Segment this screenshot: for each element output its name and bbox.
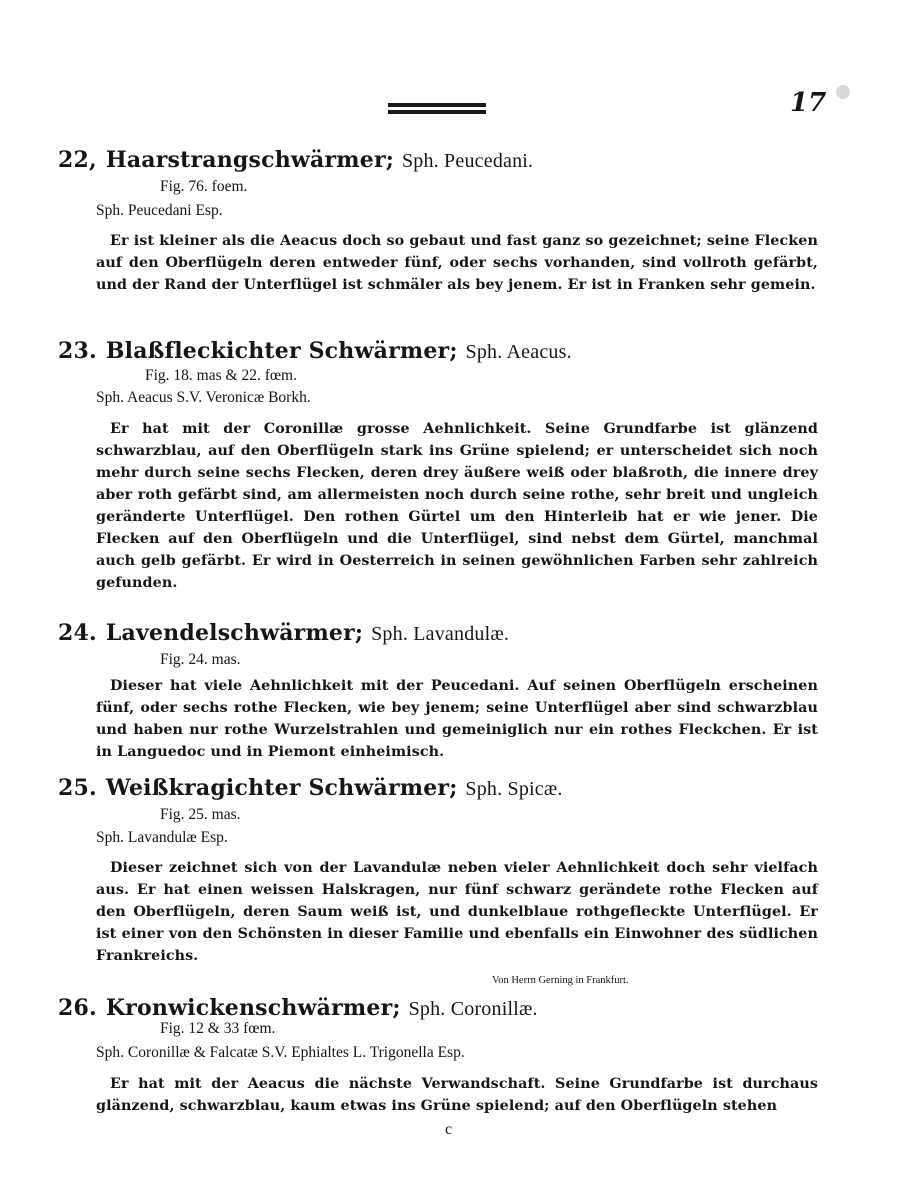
entry-25-text: Dieser zeichnet sich von der Lavandulæ neben vieler Aehnlichkeit doch sehr vielfach aus. Er hat einen weissen Halskragen, nur fünf schwarz gerändete rothe Flecken auf den Oberflügeln, deren Saum weiß ist, und dunkelblaue rothgefleckte Unterflügel. Er ist einer von den Schönsten in dieser Familie und ebenfalls ein Einwohner des südlichen Frankreichs. <box>96 860 818 964</box>
entry-24-figure: Fig. 24. mas. <box>160 651 241 668</box>
entry-26-text: Er hat mit der Aeacus die nächste Verwandschaft. Seine Grundfarbe ist durchaus glänzend, schwarzblau, kaum etwas ins Grüne spielend; auf den Oberflügeln stehen <box>96 1076 818 1114</box>
entry-number: 24. <box>58 620 97 646</box>
entry-22-text: Er ist kleiner als die Aeacus doch so gebaut und fast ganz so gezeichnet; seine Flecken auf den Oberflügeln deren entweder fünf, oder sechs vorhanden, sind vollroth gefärbt, und der Rand der Unterflügel ist schmäler als bey jenem. Er ist in Franken sehr gemein. <box>96 233 818 293</box>
page-number: 17 <box>790 88 827 118</box>
entry-23-text: Er hat mit der Coronillæ grosse Aehnlichkeit. Seine Grundfarbe ist glänzend schwarzblau, auf den Oberflügeln stark ins Grüne spielend; er unterscheidet sich noch mehr durch seine sechs Flecken, deren drey äußere weiß oder blaßroth, die innere drey aber roth gefärbt sind, am allermeisten noch durch seine rothe, sehr breit und ungleich geränderte Unterflügel. Den rothen Gürtel um den Hinterleib hat er wie jener. Die Flecken auf den Oberflügeln und die Unterflügel, sind nebst dem Gürtel, manchmal auch gelb gefärbt. Er wird in Oesterreich in seinen gewöhnlichen Farben sehr zahlreich gefunden. <box>96 421 818 591</box>
header-rule-bottom <box>388 110 486 114</box>
entry-23-reference: Sph. Aeacus S.V. Veronicæ Borkh. <box>96 389 311 406</box>
entry-25-figure: Fig. 25. mas. <box>160 806 241 823</box>
entry-number: 22, <box>58 147 97 173</box>
entry-name: Weißkragichter Schwärmer; <box>105 775 458 801</box>
entry-scientific-name: Sph. Lavandulæ. <box>371 623 510 645</box>
entry-scientific-name: Sph. Spicæ. <box>465 778 563 800</box>
entry-scientific-name: Sph. Peucedani. <box>401 150 534 172</box>
entry-26-reference: Sph. Coronillæ & Falcatæ S.V. Ephialtes L. Trigonella Esp. <box>96 1044 465 1061</box>
entry-23-heading <box>58 338 877 364</box>
entry-22-heading <box>58 147 877 173</box>
entry-scientific-name: Sph. Aeacus. <box>465 341 572 363</box>
header-rule-top <box>388 103 486 107</box>
entry-number: 26. <box>58 995 97 1021</box>
entry-26-figure: Fig. 12 & 33 fœm. <box>160 1020 276 1037</box>
entry-name: Blaßfleckichter Schwärmer; <box>105 338 458 364</box>
entry-22-reference: Sph. Peucedani Esp. <box>96 202 223 219</box>
entry-number: 23. <box>58 338 97 364</box>
entry-23-description <box>96 418 818 594</box>
entry-22-figure: Fig. 76. foem. <box>160 178 248 195</box>
entry-number: 25. <box>58 775 97 801</box>
entry-23-figure: Fig. 18. mas & 22. fœm. <box>145 367 297 384</box>
entry-25-reference: Sph. Lavandulæ Esp. <box>96 829 228 846</box>
entry-24-heading <box>58 620 877 646</box>
entry-name: Haarstrangschwärmer; <box>105 147 395 173</box>
entry-name: Lavendelschwärmer; <box>105 620 364 646</box>
entry-name: Kronwickenschwärmer; <box>105 995 401 1021</box>
entry-24-text: Dieser hat viele Aehnlichkeit mit der Peucedani. Auf seinen Oberflügeln erscheinen fünf, oder sechs rothe Flecken, wie bey jenem; seine Unterflügel aber sind schwarzblau und haben nur rothe Wurzelstrahlen und gemeiniglich nur ein rothes Fleckchen. Er ist in Languedoc und in Piemont einheimisch. <box>96 678 818 760</box>
entry-25-description <box>96 857 818 967</box>
entry-26-heading <box>58 995 877 1021</box>
entry-25-footnote: Von Herrn Gerning in Frankfurt. <box>492 975 629 986</box>
entry-24-description <box>96 675 818 763</box>
entry-26-description <box>96 1073 818 1117</box>
entry-25-heading <box>58 775 877 801</box>
entry-scientific-name: Sph. Coronillæ. <box>408 998 538 1020</box>
entry-22-description <box>96 230 818 296</box>
ink-smudge <box>836 85 850 99</box>
signature-mark: c <box>445 1121 453 1138</box>
